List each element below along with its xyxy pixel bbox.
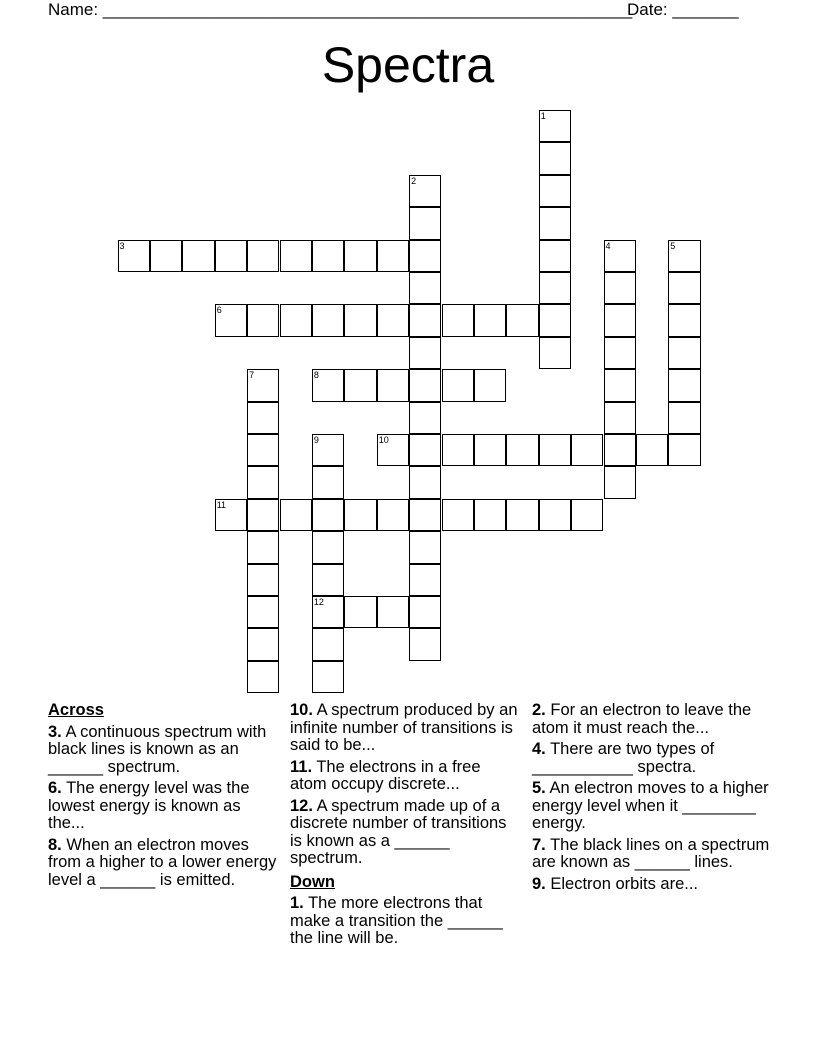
crossword-cell[interactable]: [312, 531, 344, 563]
crossword-cell[interactable]: [409, 596, 441, 628]
crossword-cell[interactable]: [280, 304, 312, 336]
crossword-cell[interactable]: [442, 304, 474, 336]
page-title: Spectra: [321, 37, 495, 93]
crossword-cell[interactable]: [506, 499, 538, 531]
clue-text: The energy level was the lowest energy is known as the...: [48, 779, 250, 832]
crossword-cell[interactable]: [409, 207, 441, 239]
crossword-cell[interactable]: [409, 337, 441, 369]
clue-text: A continuous spectrum with black lines is known as an ______ spectrum.: [48, 722, 267, 776]
crossword-cell[interactable]: [604, 466, 636, 498]
clue-across-3: [48, 724, 280, 777]
crossword-cell[interactable]: [539, 337, 571, 369]
crossword-cell[interactable]: [312, 564, 344, 596]
crossword-cell[interactable]: [409, 499, 441, 531]
clue-text: An electron moves to a higher energy level when it ________ energy.: [532, 779, 769, 832]
crossword-cell[interactable]: [539, 499, 571, 531]
crossword-cell[interactable]: [442, 499, 474, 531]
crossword-cell[interactable]: [474, 369, 506, 401]
crossword-cell[interactable]: [247, 628, 279, 660]
clue-number: 6.: [48, 779, 62, 797]
crossword-cell[interactable]: [377, 499, 409, 531]
crossword-cell[interactable]: [506, 434, 538, 466]
crossword-cell[interactable]: [539, 207, 571, 239]
crossword-cell[interactable]: [409, 272, 441, 304]
clue-text: A spectrum made up of a discrete number of transitions is known as a ______ spectrum.: [290, 796, 507, 867]
crossword-cell[interactable]: [312, 466, 344, 498]
crossword-cell[interactable]: [377, 434, 409, 466]
crossword-cell[interactable]: [604, 402, 636, 434]
crossword-cell[interactable]: [312, 304, 344, 336]
crossword-cell[interactable]: [409, 175, 441, 207]
clue-number: 4.: [532, 740, 546, 758]
crossword-cell[interactable]: [506, 304, 538, 336]
crossword-cell[interactable]: [604, 434, 636, 466]
cell-number: 1: [540, 111, 546, 121]
crossword-cell[interactable]: [604, 240, 636, 272]
clue-number: 8.: [48, 835, 62, 854]
clue-text: The more electrons that make a transition the ______ the line will be.: [290, 894, 503, 947]
crossword-cell[interactable]: [312, 240, 344, 272]
crossword-cell[interactable]: [474, 499, 506, 531]
clue-across-10: [290, 702, 518, 755]
crossword-cell[interactable]: [247, 499, 279, 531]
crossword-cell[interactable]: [539, 110, 571, 142]
clue-down-9: [532, 876, 772, 894]
crossword-cell[interactable]: [409, 304, 441, 336]
clue-number: 11.: [290, 757, 313, 776]
crossword-cell[interactable]: [377, 304, 409, 336]
clue-across-8: [48, 837, 280, 890]
date-field-label: Date: _______: [627, 0, 739, 19]
crossword-cell[interactable]: [215, 240, 247, 272]
clue-text: A spectrum produced by an infinite number of transitions is said to be...: [290, 701, 518, 754]
crossword-cell[interactable]: [247, 240, 279, 272]
crossword-cell[interactable]: [668, 272, 700, 304]
crossword-cell[interactable]: [312, 661, 344, 693]
clue-down-2: [532, 702, 772, 737]
crossword-cell[interactable]: [604, 337, 636, 369]
crossword-cell[interactable]: [247, 466, 279, 498]
down-heading: Down: [290, 872, 335, 891]
cell-number: 3: [119, 240, 125, 251]
cell-number: 2: [411, 175, 417, 186]
crossword-cell[interactable]: [442, 434, 474, 466]
crossword-cell[interactable]: [409, 402, 441, 434]
cell-number: 12: [313, 597, 324, 607]
crossword-cell[interactable]: [344, 499, 376, 531]
crossword-cell[interactable]: [409, 434, 441, 466]
crossword-cell[interactable]: [247, 434, 279, 466]
clue-number: 5.: [532, 779, 546, 797]
crossword-cell[interactable]: [409, 240, 441, 272]
crossword-cell[interactable]: [312, 596, 344, 628]
crossword-cell[interactable]: [409, 369, 441, 401]
crossword-cell[interactable]: [474, 434, 506, 466]
crossword-cell[interactable]: [247, 564, 279, 596]
crossword-cell[interactable]: [539, 142, 571, 174]
crossword-cell[interactable]: [312, 434, 344, 466]
clue-down-1: [290, 895, 518, 948]
crossword-cell[interactable]: [409, 564, 441, 596]
clue-number: 3.: [48, 722, 62, 741]
crossword-cell[interactable]: [539, 434, 571, 466]
crossword-cell[interactable]: [280, 499, 312, 531]
crossword-cell[interactable]: [247, 596, 279, 628]
crossword-cell[interactable]: [539, 272, 571, 304]
crossword-cell[interactable]: [636, 434, 668, 466]
clue-text: There are two types of ___________ spectra.: [532, 740, 715, 776]
name-field-label: Name: ________________________________________________________: [48, 0, 633, 19]
crossword-cell[interactable]: [247, 402, 279, 434]
crossword-cell[interactable]: [377, 240, 409, 272]
crossword-cell[interactable]: [344, 240, 376, 272]
clue-text: The black lines on a spectrum are known as ______ lines.: [532, 835, 770, 871]
crossword-cell[interactable]: [668, 337, 700, 369]
crossword-cell[interactable]: [571, 434, 603, 466]
clue-number: 9.: [532, 874, 546, 893]
cell-number: 8: [313, 370, 319, 381]
clue-column-3: [532, 702, 772, 897]
crossword-cell[interactable]: [118, 240, 150, 272]
crossword-cell[interactable]: [247, 661, 279, 693]
clue-text: Electron orbits are...: [550, 874, 699, 893]
clue-number: 10.: [290, 701, 313, 719]
cell-number: 11: [216, 499, 227, 510]
crossword-cell[interactable]: [604, 369, 636, 401]
crossword-cell[interactable]: [280, 240, 312, 272]
crossword-cell[interactable]: [247, 304, 279, 336]
crossword-cell[interactable]: [442, 369, 474, 401]
crossword-cell[interactable]: [668, 304, 700, 336]
clue-text: When an electron moves from a higher to a lower energy level a ______ is emitted.: [48, 835, 277, 889]
cell-number: 10: [378, 435, 389, 445]
crossword-cell[interactable]: [215, 499, 247, 531]
clue-text: The electrons in a free atom occupy discrete...: [290, 757, 481, 793]
crossword-cell[interactable]: [377, 596, 409, 628]
crossword-cell[interactable]: [668, 369, 700, 401]
crossword-cell[interactable]: [668, 402, 700, 434]
clue-down-4: [532, 741, 772, 776]
crossword-cell[interactable]: [539, 240, 571, 272]
crossword-cell[interactable]: [247, 531, 279, 563]
clue-down-7: [532, 837, 772, 872]
clue-column-2: [290, 702, 518, 952]
crossword-cell[interactable]: [312, 628, 344, 660]
crossword-cell[interactable]: [668, 240, 700, 272]
clue-down-5: [532, 780, 772, 833]
crossword-cell[interactable]: [474, 304, 506, 336]
crossword-cell[interactable]: [539, 304, 571, 336]
cell-number: 6: [216, 305, 222, 316]
clue-text: For an electron to leave the atom it must reach the...: [532, 701, 752, 737]
crossword-cell[interactable]: [344, 596, 376, 628]
cell-number: 4: [605, 240, 611, 251]
clue-column-1: [48, 702, 280, 893]
clue-across-11: [290, 759, 518, 794]
crossword-cell[interactable]: [571, 499, 603, 531]
crossword-cell[interactable]: [409, 628, 441, 660]
crossword-cell[interactable]: [247, 369, 279, 401]
crossword-cell[interactable]: [409, 466, 441, 498]
crossword-cell[interactable]: [344, 369, 376, 401]
crossword-cell[interactable]: [668, 434, 700, 466]
clue-number: 7.: [532, 835, 546, 854]
crossword-cell[interactable]: [150, 240, 182, 272]
clue-across-6: [48, 780, 280, 833]
across-heading: Across: [48, 701, 104, 719]
crossword-cell[interactable]: [312, 499, 344, 531]
crossword-cell[interactable]: [409, 531, 441, 563]
crossword-cell[interactable]: [344, 304, 376, 336]
crossword-cell[interactable]: [377, 369, 409, 401]
crossword-cell[interactable]: [312, 369, 344, 401]
cell-number: 7: [249, 370, 255, 381]
clue-number: 1.: [290, 894, 304, 912]
cell-number: 9: [313, 435, 319, 445]
clue-across-12: [290, 798, 518, 868]
cell-number: 5: [670, 240, 676, 251]
crossword-cell[interactable]: [539, 175, 571, 207]
crossword-cell[interactable]: [182, 240, 214, 272]
crossword-cell[interactable]: [604, 272, 636, 304]
crossword-cell[interactable]: [604, 304, 636, 336]
crossword-cell[interactable]: [215, 304, 247, 336]
clue-number: 2.: [532, 701, 546, 719]
clue-number: 12.: [290, 796, 313, 815]
